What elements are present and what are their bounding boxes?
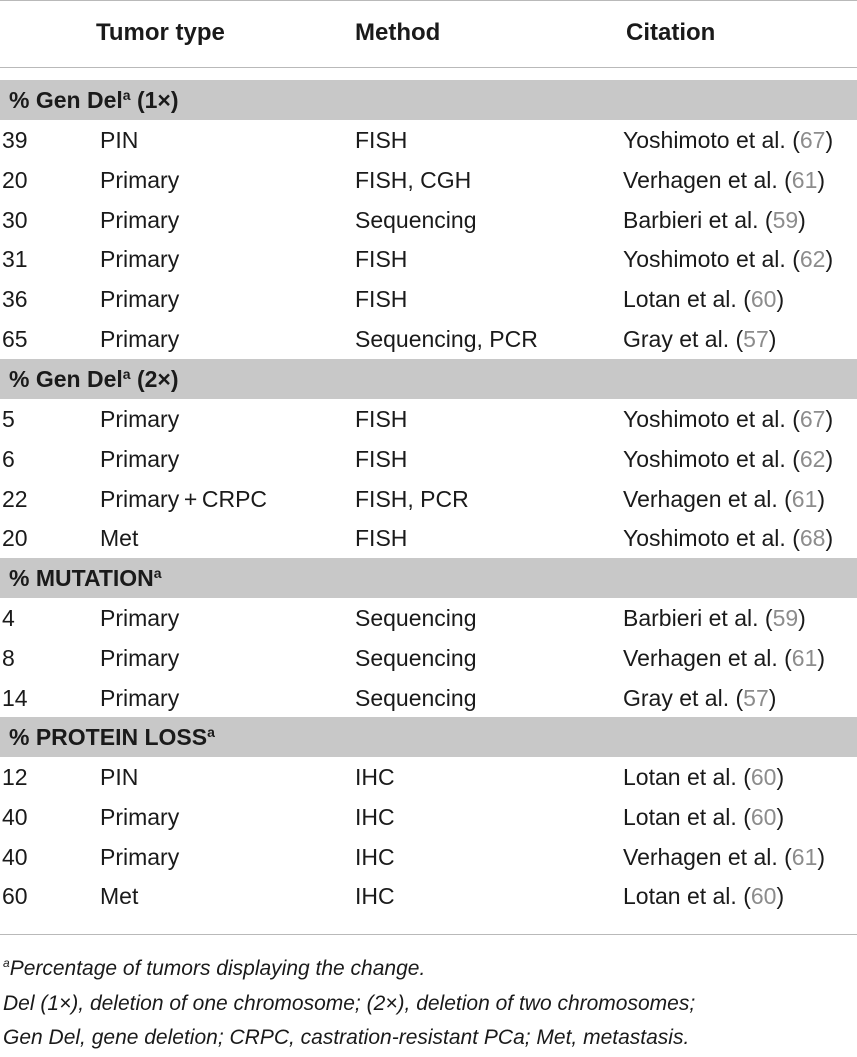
citation xyxy=(623,239,833,279)
citation-author: Verhagen et al. ( xyxy=(623,166,792,193)
citation xyxy=(623,160,825,200)
citation-author: Verhagen et al. ( xyxy=(623,843,792,870)
table-row xyxy=(0,518,857,558)
tumor-type: Primary xyxy=(100,445,180,472)
section-footnote-marker: a xyxy=(122,87,131,103)
percent-value: 40 xyxy=(2,843,28,870)
citation xyxy=(623,797,784,837)
tumor-type: Primary xyxy=(100,605,180,631)
citation-author: Lotan et al. ( xyxy=(623,883,751,910)
percent-value: 31 xyxy=(2,246,28,273)
method: FISH, PCR xyxy=(355,485,469,512)
section-label: % Gen Del xyxy=(9,366,123,392)
table-row xyxy=(0,757,857,797)
table-row xyxy=(0,479,857,519)
table-row xyxy=(0,399,857,439)
percent-value: 60 xyxy=(2,883,28,910)
citation-close: ) xyxy=(825,445,834,472)
citation xyxy=(623,876,784,916)
method: FISH xyxy=(355,406,408,432)
method: Sequencing xyxy=(355,644,477,671)
citation xyxy=(623,279,784,319)
citation-reference-link[interactable]: 60 xyxy=(750,883,777,910)
header-tumor-type: Tumor type xyxy=(96,19,225,46)
citation-reference-link[interactable]: 62 xyxy=(799,246,826,273)
method: IHC xyxy=(355,843,395,870)
citation xyxy=(623,200,806,240)
section-header xyxy=(0,558,857,598)
citation-author: Lotan et al. ( xyxy=(623,286,751,313)
citation-author: Yoshimoto et al. ( xyxy=(623,406,800,432)
method: FISH, CGH xyxy=(355,166,472,193)
footnote-a xyxy=(3,953,425,985)
footnote-abbrev-line-1: Del (1×), deletion of one chromosome; (2×), deletion of two chromosomes; xyxy=(3,992,696,1015)
bottom-rule xyxy=(0,934,857,935)
citation-close: ) xyxy=(825,127,834,153)
citation-reference-link[interactable]: 61 xyxy=(791,485,818,512)
tumor-type: Primary xyxy=(100,326,180,352)
citation-reference-link[interactable]: 67 xyxy=(799,127,826,153)
citation-close: ) xyxy=(768,684,777,711)
percent-value: 6 xyxy=(2,445,15,472)
citation-author: Yoshimoto et al. ( xyxy=(623,445,800,472)
method: FISH xyxy=(355,445,408,472)
table-row xyxy=(0,200,857,240)
header-rule xyxy=(0,67,857,68)
percent-value: 30 xyxy=(2,206,28,233)
method: Sequencing xyxy=(355,206,477,233)
percent-value: 8 xyxy=(2,644,15,671)
table-row xyxy=(0,160,857,200)
method: FISH xyxy=(355,286,408,313)
percent-value: 22 xyxy=(2,485,28,512)
citation-author: Yoshimoto et al. ( xyxy=(623,127,800,153)
tumor-type: Met xyxy=(100,883,139,910)
tumor-type: Primary xyxy=(100,286,180,313)
citation-close: ) xyxy=(776,764,785,790)
header-method: Method xyxy=(355,19,441,46)
percent-value: 4 xyxy=(2,605,15,631)
citation-reference-link[interactable]: 57 xyxy=(743,684,769,711)
citation xyxy=(623,319,776,359)
citation-reference-link[interactable]: 68 xyxy=(799,525,826,552)
tumor-type: Primary + CRPC xyxy=(100,485,268,512)
section-footnote-marker: a xyxy=(207,724,215,740)
tumor-type: Primary xyxy=(100,406,180,432)
citation-author: Yoshimoto et al. ( xyxy=(623,525,800,552)
citation-close: ) xyxy=(776,803,785,830)
table-row xyxy=(0,319,857,359)
table-row xyxy=(0,598,857,638)
citation-reference-link[interactable]: 62 xyxy=(799,445,826,472)
tumor-type: Primary xyxy=(100,166,180,193)
table-row xyxy=(0,239,857,279)
tumor-type: Primary xyxy=(100,684,180,711)
section-label: % MUTATION xyxy=(9,565,154,591)
citation-reference-link[interactable]: 61 xyxy=(791,843,818,870)
citation-reference-link[interactable]: 60 xyxy=(750,764,777,790)
citation-close: ) xyxy=(825,525,834,552)
table-row xyxy=(0,279,857,319)
percent-value: 36 xyxy=(2,286,28,313)
section-suffix: (1×) xyxy=(130,87,179,113)
citation-reference-link[interactable]: 61 xyxy=(791,166,818,193)
footnote-abbrev-line-2: Gen Del, gene deletion; CRPC, castration-resistant PCa; Met, metastasis. xyxy=(3,1026,690,1049)
method: IHC xyxy=(355,883,395,910)
citation-close: ) xyxy=(817,166,826,193)
citation-close: ) xyxy=(825,406,834,432)
citation xyxy=(623,638,825,678)
table-row xyxy=(0,837,857,877)
citation-author: Yoshimoto et al. ( xyxy=(623,246,800,273)
method: Sequencing xyxy=(355,684,477,711)
citation-reference-link[interactable]: 60 xyxy=(750,286,777,313)
percent-value: 65 xyxy=(2,326,28,352)
percent-value: 14 xyxy=(2,684,28,711)
method: FISH xyxy=(355,525,408,552)
citation-close: ) xyxy=(776,883,785,910)
citation-close: ) xyxy=(776,286,785,313)
table-row xyxy=(0,439,857,479)
tumor-type: Primary xyxy=(100,644,180,671)
citation-author: Gray et al. ( xyxy=(623,326,744,352)
citation xyxy=(623,678,776,718)
tumor-type: Primary xyxy=(100,206,180,233)
tumor-type: PIN xyxy=(100,127,139,153)
citation-author: Verhagen et al. ( xyxy=(623,644,792,671)
footnote-a-text: Percentage of tumors displaying the change. xyxy=(9,957,426,980)
percent-value: 39 xyxy=(2,127,28,153)
method: IHC xyxy=(355,764,395,790)
section-footnote-marker: a xyxy=(122,366,131,382)
citation xyxy=(623,518,833,558)
citation-close: ) xyxy=(817,843,826,870)
percent-value: 5 xyxy=(2,406,15,432)
citation xyxy=(623,479,825,519)
section-header xyxy=(0,717,857,757)
citation-author: Lotan et al. ( xyxy=(623,764,751,790)
citation-reference-link[interactable]: 57 xyxy=(743,326,769,352)
citation-close: ) xyxy=(768,326,777,352)
method: Sequencing, PCR xyxy=(355,326,538,352)
citation-reference-link[interactable]: 61 xyxy=(791,644,818,671)
table-row xyxy=(0,678,857,718)
tumor-type: Met xyxy=(100,525,139,552)
section-footnote-marker: a xyxy=(153,565,162,581)
citation-reference-link[interactable]: 59 xyxy=(772,605,799,631)
table-row xyxy=(0,876,857,916)
table-row xyxy=(0,120,857,160)
citation xyxy=(623,439,833,479)
citation-close: ) xyxy=(817,644,826,671)
citation-author: Gray et al. ( xyxy=(623,684,744,711)
tumor-type: Primary xyxy=(100,803,180,830)
citation-reference-link[interactable]: 60 xyxy=(750,803,777,830)
section-label: % PROTEIN LOSS xyxy=(9,724,208,750)
tumor-type: Primary xyxy=(100,246,180,273)
tumor-type: Primary xyxy=(100,843,180,870)
citation xyxy=(623,120,833,160)
table-row xyxy=(0,638,857,678)
percent-value: 20 xyxy=(2,166,28,193)
table-row xyxy=(0,797,857,837)
citation xyxy=(623,757,784,797)
citation-close: ) xyxy=(798,605,806,631)
citation-reference-link[interactable]: 59 xyxy=(772,206,799,233)
percent-value: 40 xyxy=(2,803,28,830)
citation-author: Lotan et al. ( xyxy=(623,803,751,830)
citation-author: Barbieri et al. ( xyxy=(623,206,773,233)
citation xyxy=(623,837,825,877)
citation xyxy=(623,598,806,638)
citation-author: Verhagen et al. ( xyxy=(623,485,792,512)
method: FISH xyxy=(355,246,408,273)
method: FISH xyxy=(355,127,408,153)
section-label: % Gen Del xyxy=(9,87,123,113)
percent-value: 20 xyxy=(2,525,28,552)
method: Sequencing xyxy=(355,605,477,631)
section-header xyxy=(0,80,857,120)
top-rule xyxy=(0,0,857,1)
percent-value: 12 xyxy=(2,764,28,790)
method: IHC xyxy=(355,803,395,830)
tumor-type: PIN xyxy=(100,764,139,790)
section-header xyxy=(0,359,857,399)
footnote-a-marker: a xyxy=(3,956,10,970)
citation-close: ) xyxy=(817,485,826,512)
citation xyxy=(623,399,833,439)
citation-author: Barbieri et al. ( xyxy=(623,605,773,631)
section-suffix: (2×) xyxy=(130,366,179,392)
citation-reference-link[interactable]: 67 xyxy=(799,406,826,432)
citation-close: ) xyxy=(798,206,806,233)
citation-close: ) xyxy=(825,246,834,273)
header-citation: Citation xyxy=(626,19,716,46)
